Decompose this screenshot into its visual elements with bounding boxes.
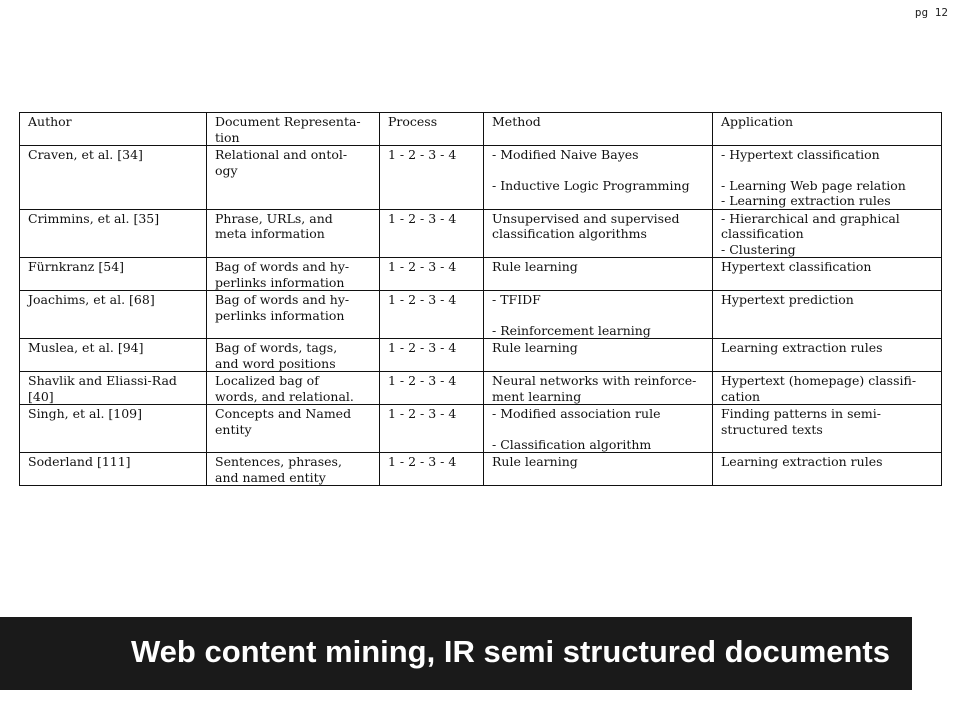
cell-line: Concepts and Named (215, 406, 352, 421)
table-cell-application (713, 209, 942, 258)
table-cell-application (713, 405, 942, 453)
table-cell-representation (207, 146, 380, 210)
cell-line: Hypertext classification (721, 259, 872, 274)
cell-line: - Learning Web page relation (721, 177, 906, 193)
table-cell-representation (207, 405, 380, 453)
cell-line: - Modified association rule (492, 406, 661, 421)
table-cell-author (20, 146, 207, 210)
table-cell-representation (207, 453, 380, 486)
header-application: Application (713, 113, 942, 146)
table-cell-author (20, 339, 207, 372)
table-cell-representation (207, 372, 380, 405)
cell-line: Singh, et al. [109] (28, 406, 143, 421)
cell-line: - Hierarchical and graphical (721, 210, 900, 226)
table-header-row (20, 113, 942, 146)
cell-line: Joachims, et al. [68] (28, 292, 155, 307)
table-cell-method (484, 372, 713, 405)
cell-line: Craven, et al. [34] (28, 147, 143, 162)
cell-line: 1 - 2 - 3 - 4 (388, 406, 457, 421)
cell-line: Unsupervised and supervised (492, 210, 680, 226)
table-cell-author (20, 291, 207, 339)
header-author: Author (20, 113, 207, 146)
table-row (20, 291, 942, 339)
cell-line: Rule learning (492, 340, 578, 355)
cell-line: 1 - 2 - 3 - 4 (388, 259, 457, 274)
table-cell-application (713, 146, 942, 210)
table-cell-process (380, 453, 484, 486)
slide-title: Web content mining, IR semi structured documents (130, 634, 890, 669)
cell-line: - TFIDF (492, 292, 541, 307)
table-cell-method (484, 209, 713, 258)
table-cell-process (380, 258, 484, 291)
table-cell-representation (207, 291, 380, 339)
table-cell-application (713, 372, 942, 405)
cell-line: 1 - 2 - 3 - 4 (388, 373, 457, 388)
cell-line: Rule learning (492, 259, 578, 274)
cell-line: Fürnkranz [54] (28, 259, 125, 274)
table-cell-process (380, 372, 484, 405)
table-cell-representation (207, 339, 380, 372)
table-cell-author (20, 453, 207, 486)
page-number: pg 12 (914, 6, 948, 19)
cell-line: Shavlik and Eliassi-Rad (28, 373, 177, 388)
table-row (20, 339, 942, 372)
cell-line: 1 - 2 - 3 - 4 (388, 210, 457, 226)
cell-line: Soderland [111] (28, 454, 131, 469)
table-cell-method (484, 339, 713, 372)
cell-line: perlinks information (215, 307, 345, 323)
table-cell-method (484, 453, 713, 486)
header-process: Process (380, 113, 484, 146)
cell-line: Relational and ontol- (215, 147, 348, 162)
cell-line: Sentences, phrases, (215, 454, 342, 469)
table-row (20, 453, 942, 486)
cell-line: - Modified Naive Bayes (492, 147, 639, 162)
cell-line: Bag of words and hy- (215, 292, 350, 307)
table-cell-author (20, 372, 207, 405)
slide-title-bar (0, 617, 912, 690)
cell-line: ment learning (492, 388, 582, 404)
cell-line: structured texts (721, 421, 823, 437)
cell-line: ogy (215, 162, 238, 178)
cell-line: Crimmins, et al. [35] (28, 210, 160, 226)
table-cell-application (713, 339, 942, 372)
cell-line: Neural networks with reinforce- (492, 373, 697, 388)
cell-line: Learning extraction rules (721, 340, 883, 355)
cell-line: entity (215, 421, 252, 437)
table-cell-author (20, 209, 207, 258)
cell-line: Localized bag of (215, 373, 319, 388)
cell-line: - Hypertext classification (721, 147, 880, 162)
table-cell-process (380, 291, 484, 339)
cell-line: 1 - 2 - 3 - 4 (388, 340, 457, 355)
cell-line: Bag of words and hy- (215, 259, 350, 274)
table-cell-process (380, 146, 484, 210)
cell-line: Hypertext prediction (721, 292, 854, 307)
cell-line: 1 - 2 - 3 - 4 (388, 292, 457, 307)
cell-line: Muslea, et al. [94] (28, 340, 144, 355)
cell-line: 1 - 2 - 3 - 4 (388, 147, 457, 162)
table-cell-application (713, 291, 942, 339)
cell-line: words, and relational. (215, 388, 354, 404)
cell-line: - Inductive Logic Programming (492, 177, 690, 193)
cell-line: 1 - 2 - 3 - 4 (388, 454, 457, 469)
table-cell-representation (207, 258, 380, 291)
cell-line: Learning extraction rules (721, 454, 883, 469)
header-representation: Document Representa- tion (207, 113, 380, 146)
survey-table (19, 112, 942, 486)
cell-line: Phrase, URLs, and (215, 210, 333, 226)
table-row (20, 372, 942, 405)
table-row (20, 258, 942, 291)
table-cell-application (713, 453, 942, 486)
table-cell-author (20, 405, 207, 453)
cell-line: Bag of words, tags, (215, 340, 338, 355)
cell-line: [40] (28, 388, 54, 404)
cell-line: classification algorithms (492, 226, 647, 241)
table-cell-method (484, 146, 713, 210)
table-cell-process (380, 339, 484, 372)
table-cell-author (20, 258, 207, 291)
table-cell-process (380, 209, 484, 258)
table-body (20, 146, 942, 486)
cell-line: classification (721, 226, 804, 241)
table-cell-representation (207, 209, 380, 258)
header-method: Method (484, 113, 713, 146)
cell-line: - Clustering (721, 241, 796, 257)
table-cell-process (380, 405, 484, 453)
table-row (20, 405, 942, 453)
table-cell-application (713, 258, 942, 291)
table-cell-method (484, 291, 713, 339)
cell-line: perlinks information (215, 274, 345, 290)
table-cell-method (484, 405, 713, 453)
cell-line: - Classification algorithm (492, 436, 652, 452)
cell-line: Hypertext (homepage) classifi- (721, 373, 917, 388)
cell-line: cation (721, 388, 761, 404)
cell-line: Rule learning (492, 454, 578, 469)
table-row (20, 209, 942, 258)
table-cell-method (484, 258, 713, 291)
table-row (20, 146, 942, 210)
cell-line: - Learning extraction rules (721, 193, 891, 208)
cell-line: meta information (215, 226, 325, 241)
cell-line: Finding patterns in semi- (721, 406, 881, 421)
cell-line: and named entity (215, 469, 326, 485)
cell-line: and word positions (215, 355, 336, 371)
cell-line: - Reinforcement learning (492, 322, 651, 338)
